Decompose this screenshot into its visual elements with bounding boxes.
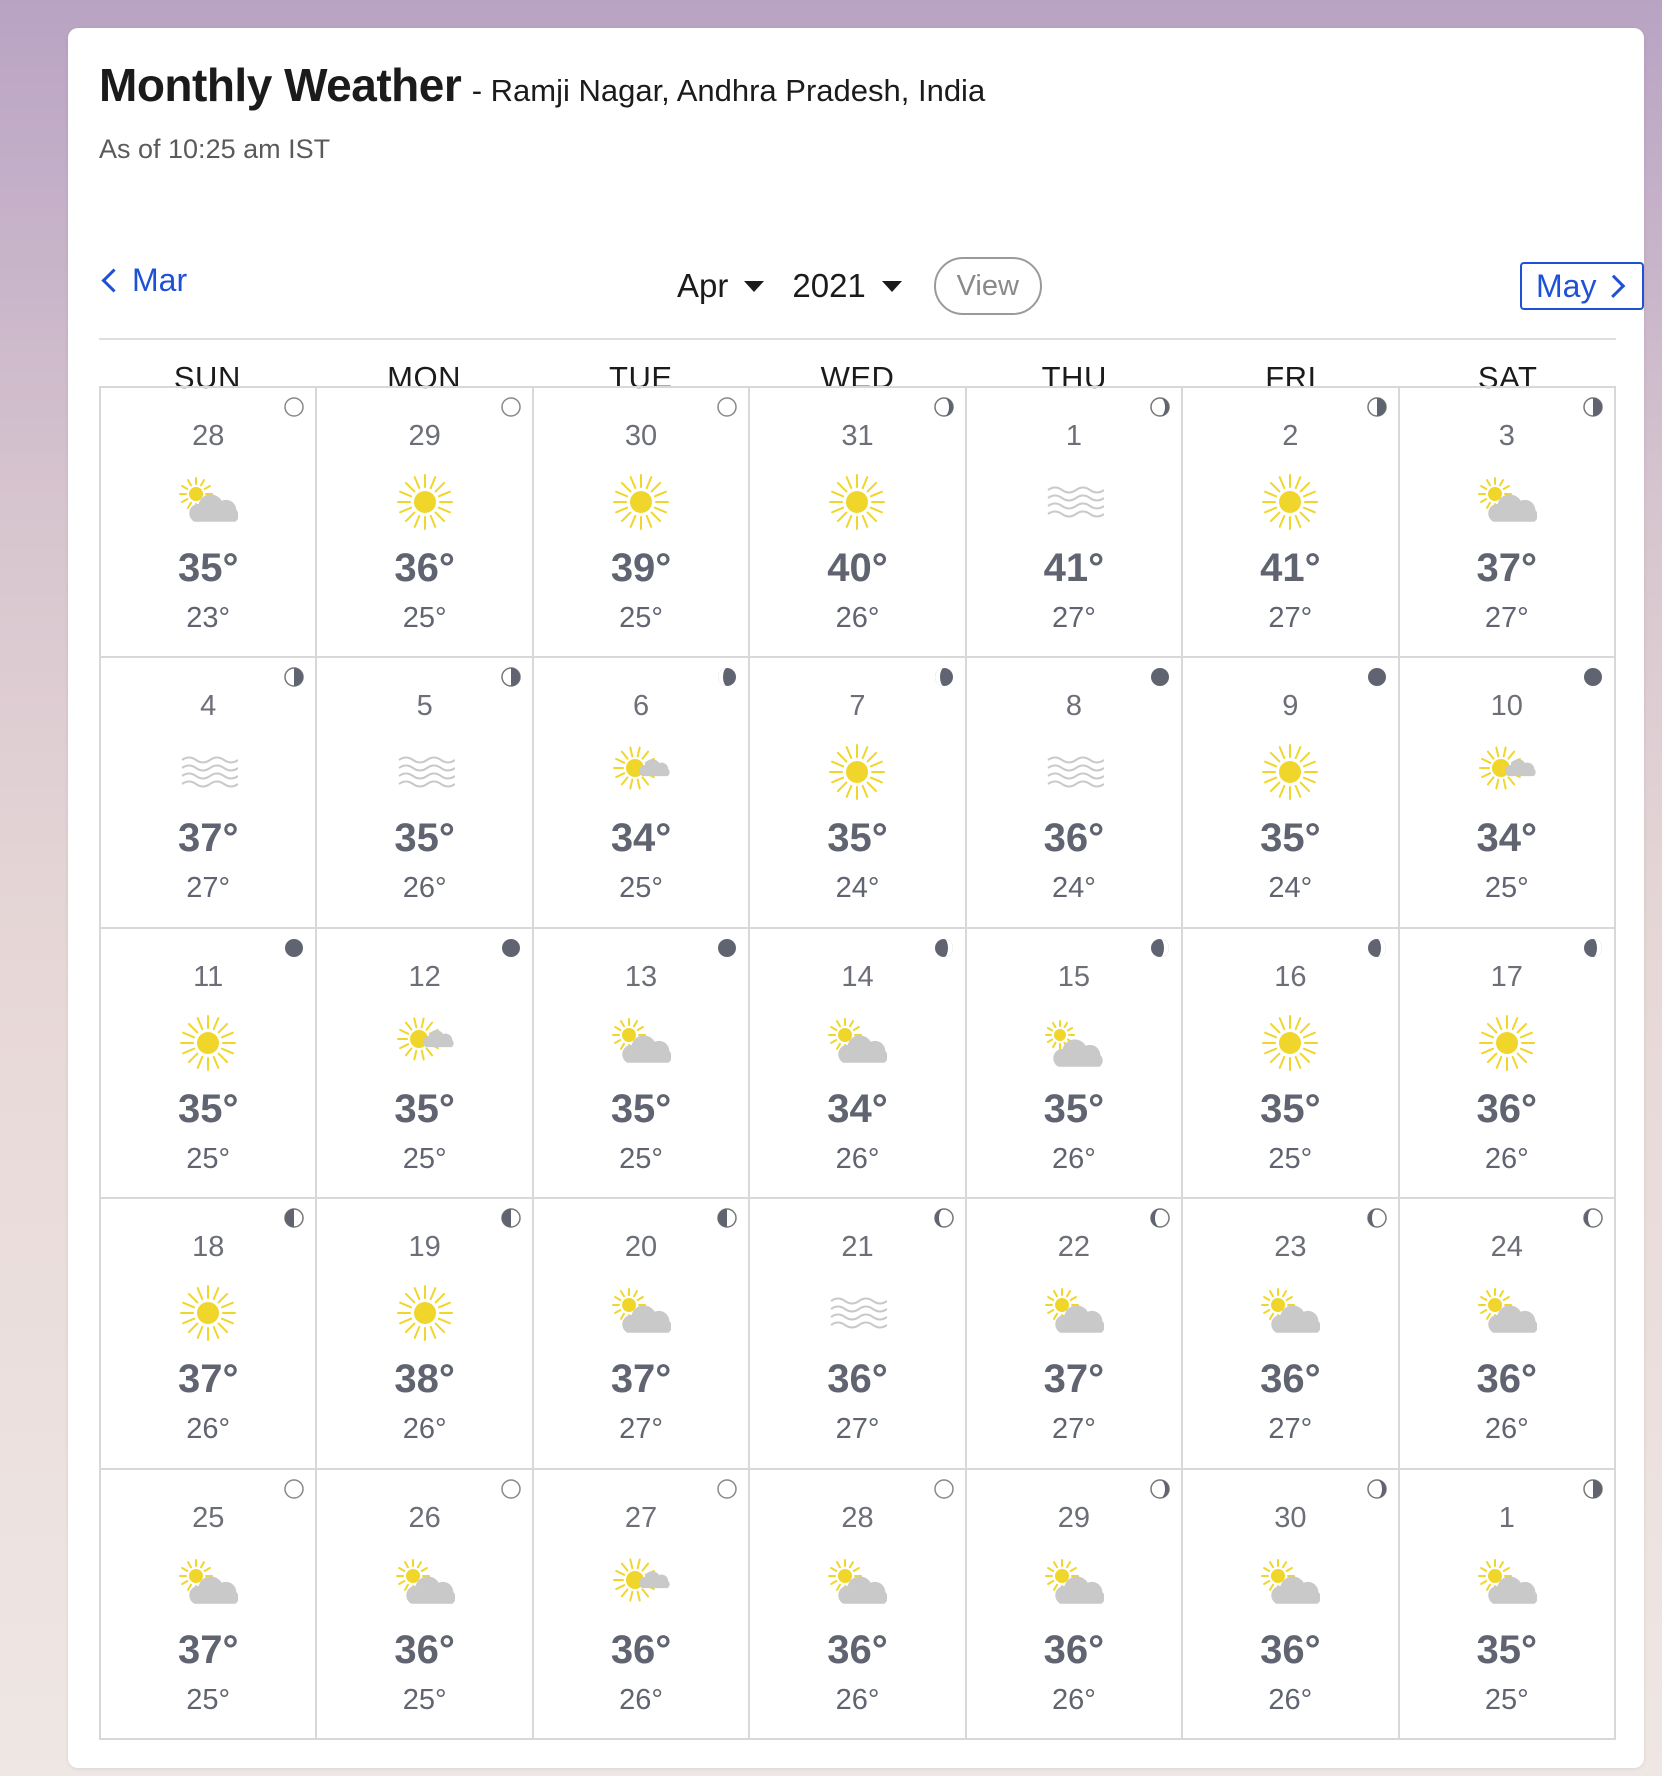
low-temperature: 27°: [835, 1413, 880, 1446]
low-temperature: 27°: [1051, 1413, 1096, 1446]
day-cell[interactable]: [317, 658, 533, 928]
next-month-label: May: [1536, 267, 1597, 304]
high-temperature: 37°: [177, 1357, 239, 1402]
haze-icon: [827, 1283, 887, 1343]
mostly-sunny-icon: [395, 1013, 455, 1073]
title-row: [99, 58, 985, 112]
high-temperature: 35°: [827, 816, 888, 861]
high-temperature: 36°: [1476, 1357, 1538, 1402]
haze-icon: [178, 742, 238, 802]
day-cell[interactable]: [967, 1470, 1183, 1740]
low-temperature: 26°: [402, 872, 447, 905]
high-temperature: 35°: [610, 1086, 672, 1131]
mostly-sunny-icon: [611, 742, 671, 802]
day-cell[interactable]: [967, 658, 1183, 928]
low-temperature: 26°: [186, 1413, 231, 1446]
low-temperature: 26°: [835, 602, 880, 634]
partly-cloudy-icon: [178, 1554, 238, 1614]
mostly-sunny-icon: [611, 1554, 671, 1614]
low-temperature: 27°: [1268, 602, 1313, 634]
low-temperature: 27°: [1484, 602, 1529, 634]
haze-icon: [395, 742, 455, 802]
day-cell[interactable]: [534, 1470, 750, 1740]
sunny-icon: [178, 1283, 238, 1343]
new-moon-icon: [716, 1478, 738, 1500]
first-quarter-icon: [500, 666, 522, 688]
low-temperature: 25°: [402, 602, 447, 634]
chevron-right-icon: [1603, 274, 1626, 297]
day-cell[interactable]: [317, 388, 533, 658]
day-date: 3: [1498, 420, 1515, 452]
day-cell[interactable]: [317, 929, 533, 1199]
day-cell[interactable]: [967, 1199, 1183, 1469]
low-temperature: 24°: [1268, 872, 1313, 905]
low-temperature: 26°: [1051, 1142, 1096, 1175]
day-cell[interactable]: [101, 388, 317, 658]
day-date: 14: [841, 960, 874, 993]
day-date: 12: [408, 960, 441, 993]
low-temperature: 27°: [186, 872, 231, 905]
partly-cloudy-icon: [611, 1013, 671, 1073]
weekday-sat: SAT: [1477, 360, 1538, 395]
low-temperature: 27°: [619, 1413, 663, 1446]
high-temperature: 34°: [1476, 816, 1538, 861]
high-temperature: 36°: [1043, 816, 1105, 861]
day-date: 7: [849, 690, 866, 723]
weekday-sun: SUN: [173, 360, 241, 395]
day-cell[interactable]: [317, 1470, 533, 1740]
day-cell[interactable]: [1183, 929, 1399, 1199]
full-moon-icon: [1366, 666, 1388, 688]
high-temperature: 35°: [1260, 816, 1321, 861]
low-temperature: 25°: [1268, 1142, 1313, 1175]
day-cell[interactable]: [1183, 658, 1399, 928]
low-temperature: 25°: [619, 1142, 663, 1175]
partly-cloudy-icon: [178, 472, 238, 532]
day-date: 4: [200, 690, 217, 723]
caret-down-icon: [882, 281, 902, 292]
partly-cloudy-icon: [395, 1554, 455, 1614]
day-date: 28: [841, 1501, 874, 1534]
day-date: 15: [1057, 960, 1091, 993]
waning-gibbous-icon: [1149, 937, 1171, 959]
high-temperature: 36°: [1260, 1357, 1321, 1402]
day-cell[interactable]: [750, 388, 966, 658]
low-temperature: 23°: [186, 602, 231, 634]
partly-cloudy-icon: [1477, 1554, 1537, 1614]
sunny-icon: [395, 1283, 455, 1343]
sunny-icon: [1260, 1013, 1320, 1073]
mostly-sunny-icon: [1477, 742, 1537, 802]
day-cell[interactable]: [1400, 388, 1616, 658]
high-temperature: 36°: [610, 1627, 672, 1672]
year-select[interactable]: [792, 267, 901, 305]
day-cell[interactable]: [1400, 929, 1616, 1199]
day-cell[interactable]: [967, 388, 1183, 658]
partly-cloudy-icon: [827, 1554, 887, 1614]
low-temperature: 25°: [1484, 1683, 1529, 1716]
low-temperature: 26°: [1051, 1683, 1096, 1716]
low-temperature: 25°: [186, 1683, 231, 1716]
day-date: 25: [192, 1501, 225, 1534]
waxing-crescent-icon: [1149, 396, 1171, 418]
partly-cloudy-icon: [1044, 1283, 1104, 1343]
day-cell[interactable]: [750, 929, 966, 1199]
weekday-fri: FRI: [1265, 360, 1317, 395]
day-cell[interactable]: [534, 1199, 750, 1469]
low-temperature: 25°: [619, 602, 663, 634]
sunny-icon: [1477, 1013, 1537, 1073]
day-date: 24: [1490, 1231, 1523, 1264]
low-temperature: 26°: [1484, 1142, 1529, 1175]
partly-cloudy-icon: [611, 1283, 671, 1343]
high-temperature: 36°: [827, 1357, 888, 1402]
weekday-tue: TUE: [609, 360, 673, 395]
low-temperature: 24°: [1051, 872, 1096, 905]
partly-cloudy-icon: [1260, 1283, 1320, 1343]
partly-cloudy-icon: [827, 1013, 887, 1073]
day-date: 6: [632, 690, 650, 723]
waxing-crescent-icon: [1366, 1478, 1388, 1500]
high-temperature: 41°: [1260, 546, 1321, 590]
high-temperature: 37°: [1476, 546, 1538, 590]
first-quarter-icon: [1582, 1478, 1604, 1500]
day-date: 29: [408, 420, 441, 452]
day-cell[interactable]: [967, 929, 1183, 1199]
high-temperature: 35°: [1476, 1627, 1538, 1672]
haze-icon: [1044, 472, 1104, 532]
low-temperature: 24°: [835, 872, 880, 905]
weekday-thu: THU: [1041, 360, 1107, 395]
high-temperature: 35°: [394, 1086, 455, 1131]
day-date: 23: [1274, 1231, 1307, 1264]
monthly-weather-card: [68, 28, 1644, 1768]
high-temperature: 34°: [827, 1086, 888, 1131]
waxing-crescent-icon: [933, 396, 955, 418]
day-date: 9: [1282, 690, 1299, 723]
day-date: 29: [1057, 1501, 1091, 1534]
month-select-value: Apr: [677, 267, 729, 304]
caret-down-icon: [744, 281, 764, 292]
day-date: 30: [1274, 1501, 1307, 1534]
low-temperature: 25°: [1484, 872, 1529, 905]
low-temperature: 25°: [619, 872, 663, 905]
divider: [99, 338, 1616, 340]
day-cell[interactable]: [1183, 1199, 1399, 1469]
waning-crescent-icon: [1366, 1207, 1388, 1229]
high-temperature: 35°: [177, 1086, 239, 1131]
partly-cloudy-icon: [1477, 1283, 1537, 1343]
day-date: 1: [1498, 1501, 1515, 1534]
full-moon-icon: [716, 937, 738, 959]
high-temperature: 36°: [1260, 1627, 1321, 1672]
day-date: 26: [408, 1501, 441, 1534]
day-cell[interactable]: [101, 1470, 317, 1740]
low-temperature: 26°: [1268, 1683, 1313, 1716]
day-cell[interactable]: [101, 929, 317, 1199]
month-year-selectors: [677, 256, 1042, 316]
day-date: 30: [624, 420, 658, 452]
prev-month-label: Mar: [132, 262, 188, 298]
new-moon-icon: [500, 396, 522, 418]
day-cell[interactable]: [750, 1470, 966, 1740]
high-temperature: 37°: [177, 816, 239, 861]
high-temperature: 34°: [610, 816, 672, 861]
view-button[interactable]: View: [934, 257, 1042, 315]
high-temperature: 37°: [177, 1627, 239, 1672]
sunny-icon: [395, 472, 455, 532]
prev-month-link[interactable]: [99, 262, 187, 299]
waxing-gibbous-icon: [716, 666, 738, 688]
weekday-mon: MON: [387, 360, 461, 395]
day-date: 1: [1065, 420, 1082, 452]
day-date: 22: [1057, 1231, 1091, 1264]
haze-icon: [1044, 742, 1104, 802]
low-temperature: 27°: [1268, 1413, 1313, 1446]
high-temperature: 35°: [177, 546, 239, 590]
as-of-timestamp: As of 10:25 am IST: [99, 134, 331, 164]
high-temperature: 35°: [1043, 1086, 1105, 1131]
day-cell[interactable]: [534, 658, 750, 928]
day-cell[interactable]: [1400, 658, 1616, 928]
day-cell[interactable]: [101, 1199, 317, 1469]
waning-crescent-icon: [1582, 1207, 1604, 1229]
month-navigation: [99, 256, 1644, 316]
low-temperature: 26°: [619, 1683, 663, 1716]
first-quarter-icon: [283, 666, 305, 688]
high-temperature: 35°: [1260, 1086, 1321, 1131]
high-temperature: 36°: [394, 546, 455, 590]
next-month-button[interactable]: [1520, 262, 1644, 310]
day-cell[interactable]: [1400, 1199, 1616, 1469]
high-temperature: 35°: [394, 816, 455, 861]
high-temperature: 38°: [394, 1357, 455, 1402]
waxing-crescent-icon: [1149, 1478, 1171, 1500]
day-date: 11: [193, 960, 224, 993]
day-date: 16: [1274, 960, 1307, 993]
year-select-value: 2021: [792, 267, 866, 304]
low-temperature: 26°: [402, 1413, 447, 1446]
mostly-cloudy-icon: [1044, 1013, 1104, 1073]
sunny-icon: [1260, 742, 1320, 802]
waning-gibbous-icon: [1366, 937, 1388, 959]
day-date: 28: [192, 420, 225, 452]
low-temperature: 25°: [402, 1683, 447, 1716]
waning-gibbous-icon: [933, 937, 955, 959]
high-temperature: 39°: [610, 546, 672, 590]
weekday-wed: WED: [820, 360, 895, 395]
high-temperature: 36°: [394, 1627, 455, 1672]
day-cell[interactable]: [1183, 388, 1399, 658]
day-cell[interactable]: [750, 658, 966, 928]
high-temperature: 36°: [827, 1627, 888, 1672]
day-date: 13: [624, 960, 658, 993]
high-temperature: 37°: [1043, 1357, 1105, 1402]
low-temperature: 25°: [186, 1142, 231, 1175]
day-cell[interactable]: [1183, 1470, 1399, 1740]
new-moon-icon: [283, 1478, 305, 1500]
sunny-icon: [827, 742, 887, 802]
full-moon-icon: [1582, 666, 1604, 688]
low-temperature: 26°: [835, 1142, 880, 1175]
day-cell[interactable]: [317, 1199, 533, 1469]
month-select[interactable]: [677, 267, 764, 305]
last-quarter-icon: [500, 1207, 522, 1229]
day-date: 19: [408, 1231, 441, 1264]
waxing-gibbous-icon: [933, 666, 955, 688]
day-date: 20: [624, 1231, 658, 1264]
sunny-icon: [178, 1013, 238, 1073]
calendar-grid: [99, 386, 1616, 1740]
full-moon-icon: [283, 937, 305, 959]
low-temperature: 26°: [835, 1683, 880, 1716]
day-cell[interactable]: [534, 388, 750, 658]
low-temperature: 26°: [1484, 1413, 1529, 1446]
last-quarter-icon: [283, 1207, 305, 1229]
day-cell[interactable]: [750, 1199, 966, 1469]
first-quarter-icon: [1366, 396, 1388, 418]
day-cell[interactable]: [1400, 1470, 1616, 1740]
day-cell[interactable]: [534, 929, 750, 1199]
full-moon-icon: [500, 937, 522, 959]
day-date: 10: [1490, 690, 1523, 723]
waning-crescent-icon: [1149, 1207, 1171, 1229]
low-temperature: 25°: [402, 1142, 447, 1175]
new-moon-icon: [933, 1478, 955, 1500]
day-date: 5: [416, 690, 433, 723]
day-date: 18: [192, 1231, 225, 1264]
new-moon-icon: [500, 1478, 522, 1500]
day-date: 31: [841, 420, 874, 452]
sunny-icon: [1260, 472, 1320, 532]
day-date: 8: [1065, 690, 1082, 723]
chevron-left-icon: [101, 268, 125, 292]
high-temperature: 36°: [1043, 1627, 1105, 1672]
high-temperature: 40°: [827, 546, 888, 590]
sunny-icon: [611, 472, 671, 532]
day-date: 21: [841, 1231, 874, 1264]
waning-crescent-icon: [933, 1207, 955, 1229]
day-cell[interactable]: [101, 658, 317, 928]
high-temperature: 41°: [1043, 546, 1105, 590]
new-moon-icon: [283, 396, 305, 418]
day-date: 17: [1490, 960, 1523, 993]
waning-gibbous-icon: [1582, 937, 1604, 959]
day-date: 27: [624, 1501, 658, 1534]
page-title: Monthly Weather: [99, 59, 462, 111]
day-date: 2: [1282, 420, 1299, 452]
partly-cloudy-icon: [1477, 472, 1537, 532]
high-temperature: 37°: [610, 1357, 672, 1402]
location-label: - Ramji Nagar, Andhra Pradesh, India: [471, 73, 986, 108]
new-moon-icon: [716, 396, 738, 418]
sunny-icon: [827, 472, 887, 532]
last-quarter-icon: [716, 1207, 738, 1229]
partly-cloudy-icon: [1260, 1554, 1320, 1614]
first-quarter-icon: [1582, 396, 1604, 418]
low-temperature: 27°: [1051, 602, 1096, 634]
full-moon-icon: [1149, 666, 1171, 688]
high-temperature: 36°: [1476, 1086, 1538, 1131]
partly-cloudy-icon: [1044, 1554, 1104, 1614]
